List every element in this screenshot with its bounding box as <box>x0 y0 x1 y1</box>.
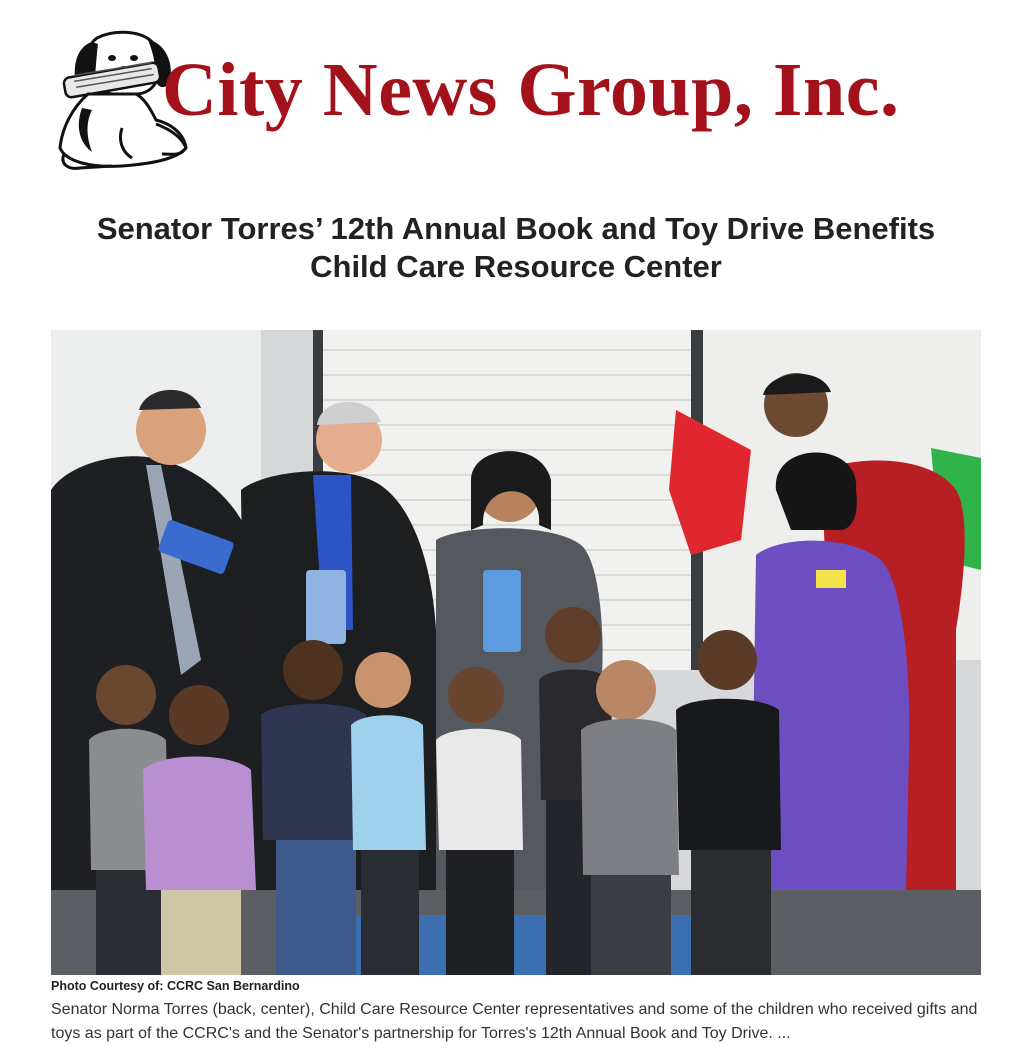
brand-name: City News Group, Inc. <box>162 48 900 132</box>
headline-line-1: Senator Torres’ 12th Annual Book and Toy Drive Benefits <box>96 211 936 246</box>
photo-caption: Senator Norma Torres (back, center), Child Care Resource Center representatives and some of the children who received gifts and toys as part of the CCRC's and the Senator's partnership for Torres's 12th Annual Book and Toy Drive. ... <box>51 1001 978 1042</box>
article-headline <box>52 210 980 286</box>
article-photo <box>51 330 981 975</box>
photo-credit: Photo Courtesy of: CCRC San Bernardino <box>51 979 300 993</box>
masthead <box>52 28 982 173</box>
headline-line-2: Child Care Resource Center <box>310 249 722 284</box>
group-photo-illustration <box>51 330 981 975</box>
